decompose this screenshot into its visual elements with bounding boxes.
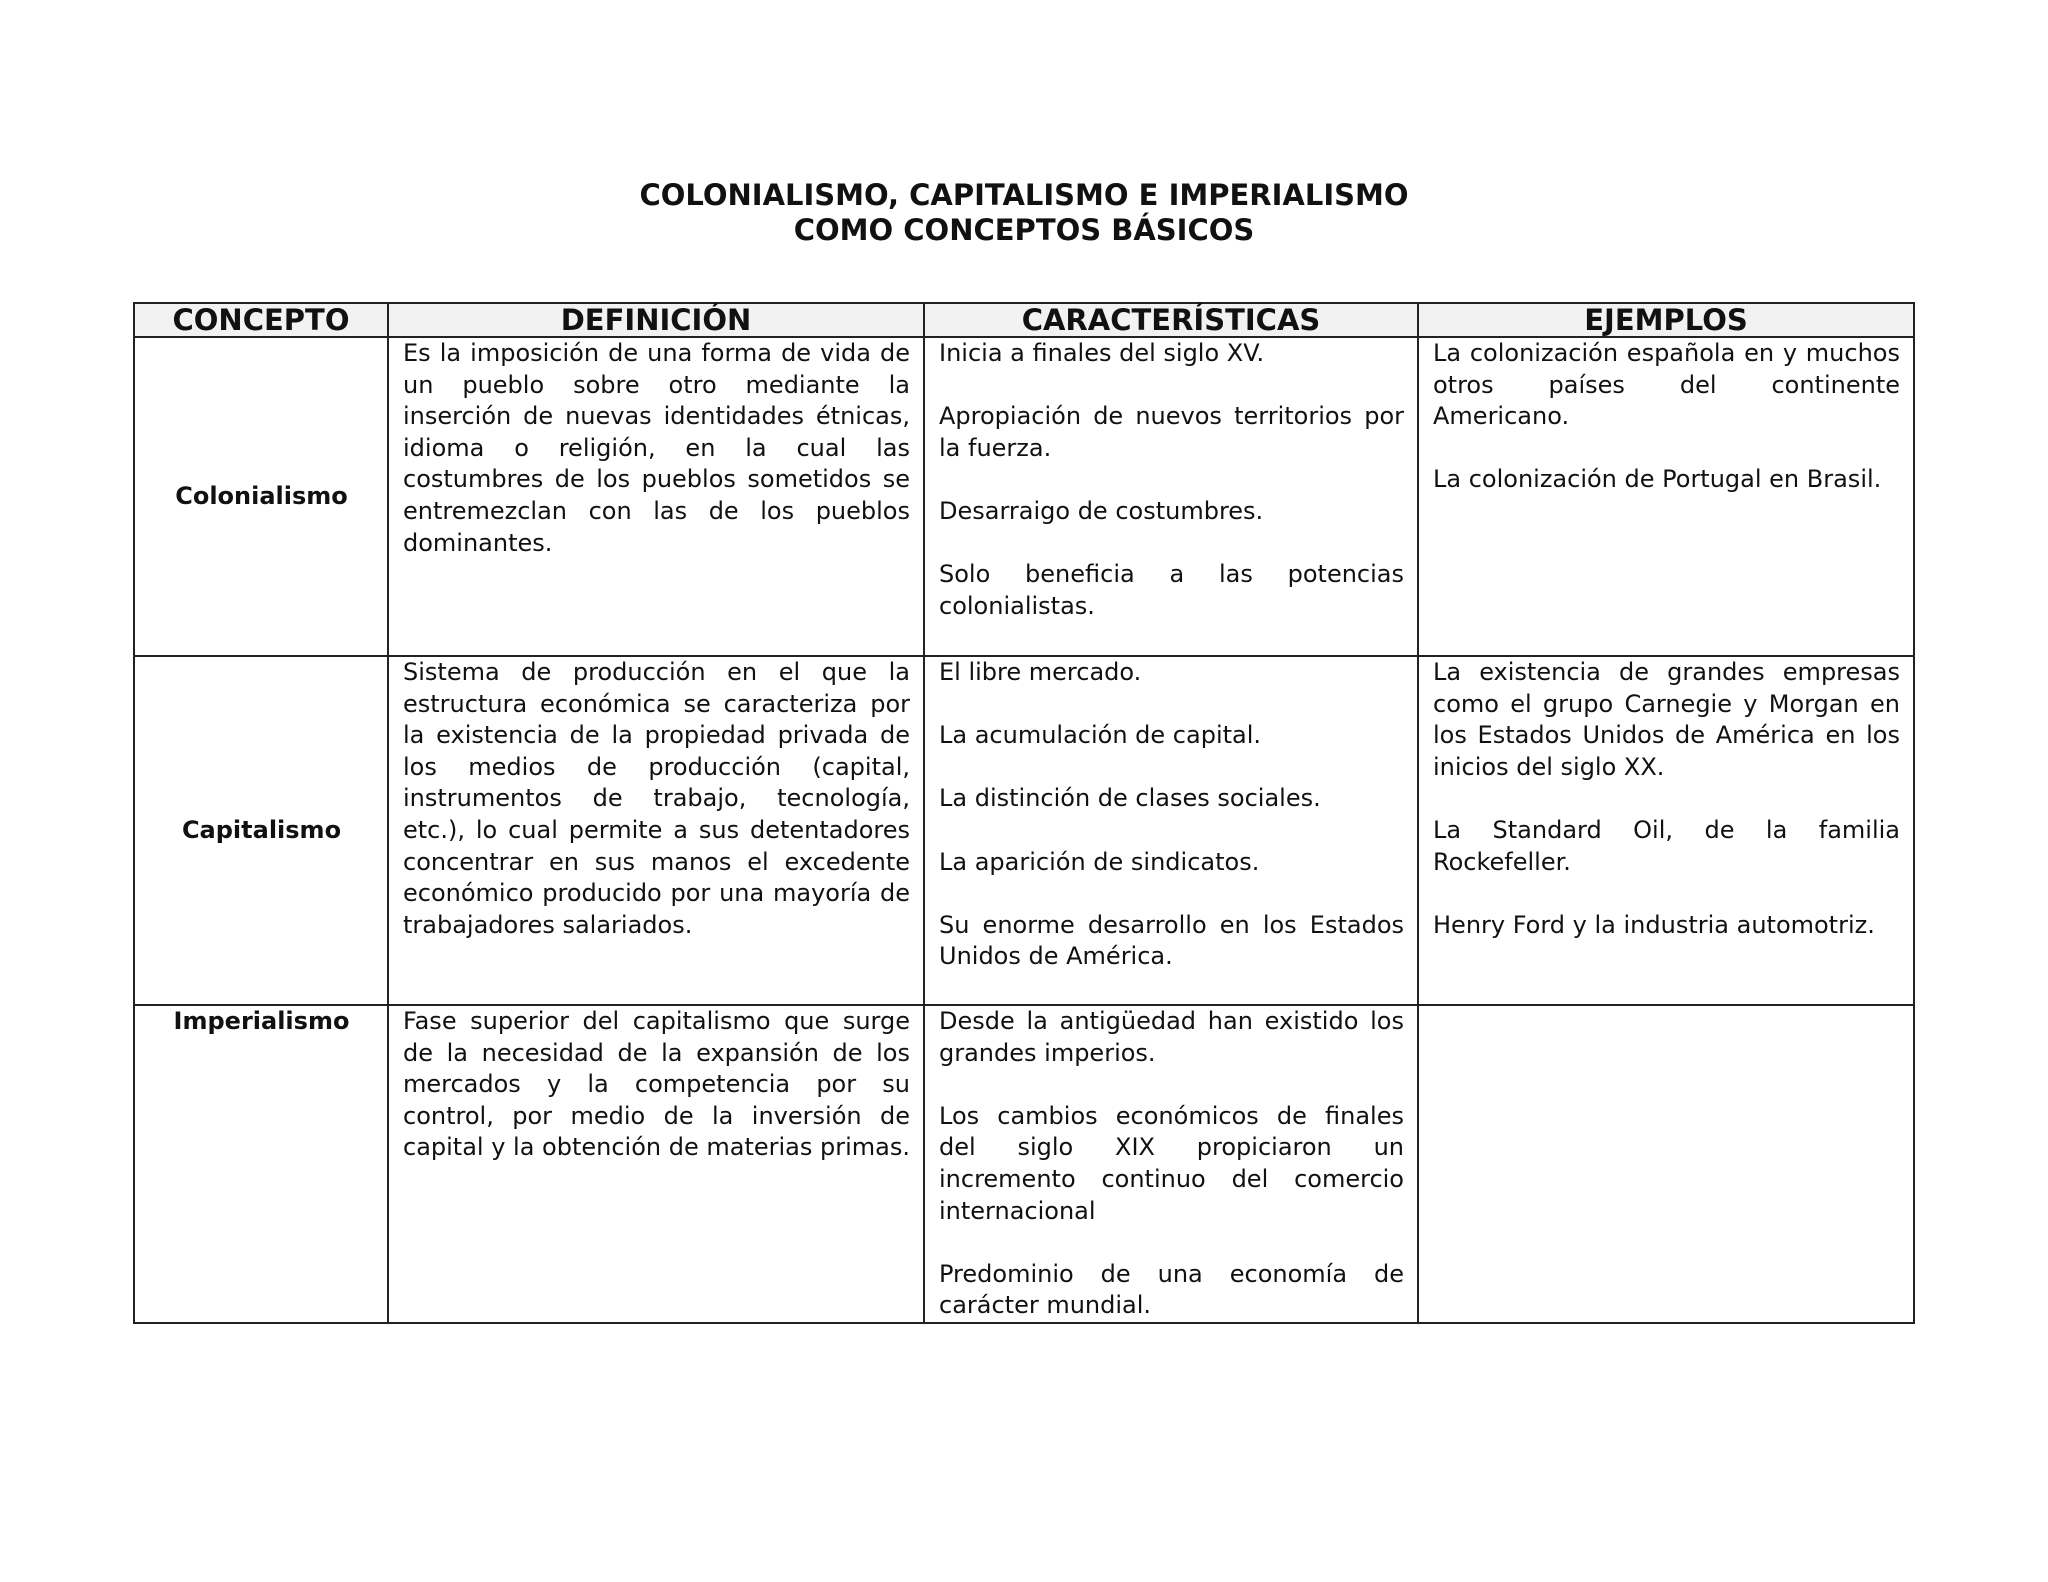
example-item: Henry Ford y la industria automotriz. [1433, 910, 1875, 939]
concept-name: Colonialismo [134, 337, 388, 656]
document-title [0, 178, 2048, 248]
definition-text: Sistema de producción en el que la estructura económica se caracteriza por la existencia de la propiedad privada de los medios de producción (capital, instrumentos de trabajo, tecnología, etc.), lo cual permite a sus detentadores concentrar en sus manos el excedente económico producido por una mayoría de trabajadores salariados. [403, 658, 910, 939]
characteristics-cell [924, 656, 1418, 1005]
characteristics-cell [924, 337, 1418, 656]
characteristic-item: El libre mercado. [939, 658, 1142, 686]
table-header-row [134, 303, 1914, 337]
table-row [134, 1005, 1914, 1323]
characteristic-item: Inicia a finales del siglo XV. [939, 339, 1265, 367]
example-item: La colonización de Portugal en Brasil. [1433, 465, 1882, 494]
definition-text: Es la imposición de una forma de vida de un pueblo sobre otro mediante la inserción de nuevas identidades étnicas, idioma o religión, en la cual las costumbres de los pueblos sometidos se entremezclan con las de los pueblos dominantes. [403, 339, 910, 557]
characteristic-item: Desarraigo de costumbres. [939, 496, 1264, 525]
definition-text: Fase superior del capitalismo que surge de la necesidad de la expansión de los mercados y la competencia por su control, por medio de la inversión de capital y la obtención de materias primas. [403, 1007, 910, 1162]
example-item: La colonización española en y muchos otros países del continente Americano. [1433, 339, 1900, 431]
examples-cell [1418, 656, 1914, 1005]
example-item: La existencia de grandes empresas como el grupo Carnegie y Morgan en los Estados Unidos de América en los inicios del siglo XX. [1433, 658, 1900, 781]
concept-name: Imperialismo [134, 1005, 388, 1323]
characteristic-item: La distinción de clases sociales. [939, 784, 1321, 813]
characteristic-item: Desde la antigüedad han existido los grandes imperios. [939, 1007, 1404, 1067]
concept-name: Capitalismo [134, 656, 388, 1005]
header-caracteristicas: CARACTERÍSTICAS [924, 303, 1418, 337]
definition-cell [388, 1005, 924, 1323]
header-ejemplos: EJEMPLOS [1418, 303, 1914, 337]
title-line-2: COMO CONCEPTOS BÁSICOS [793, 213, 1255, 247]
concepts-table [133, 302, 1915, 1324]
characteristic-item: Solo beneficia a las potencias colonialistas. [939, 560, 1404, 620]
example-item: La Standard Oil, de la familia Rockefeller. [1433, 815, 1900, 876]
characteristic-item: Apropiación de nuevos territorios por la fuerza. [939, 402, 1404, 462]
definition-cell [388, 337, 924, 656]
table-row [134, 337, 1914, 656]
table-row [134, 656, 1914, 1005]
examples-cell-empty [1418, 1005, 1914, 1323]
characteristic-item: La aparición de sindicatos. [939, 847, 1260, 876]
definition-cell [388, 656, 924, 1005]
characteristic-item: Los cambios económicos de finales del siglo XIX propiciaron un incremento continuo del comercio internacional [939, 1101, 1404, 1225]
characteristic-item: Predominio de una economía de carácter mundial. [939, 1259, 1404, 1320]
title-line-1: COLONIALISMO, CAPITALISMO E IMPERIALISMO [639, 178, 1409, 212]
characteristics-cell [924, 1005, 1418, 1323]
examples-cell [1418, 337, 1914, 656]
characteristic-item: Su enorme desarrollo en los Estados Unidos de América. [939, 910, 1404, 971]
header-definicion: DEFINICIÓN [388, 303, 924, 337]
header-concepto: CONCEPTO [134, 303, 388, 337]
characteristic-item: La acumulación de capital. [939, 721, 1262, 750]
